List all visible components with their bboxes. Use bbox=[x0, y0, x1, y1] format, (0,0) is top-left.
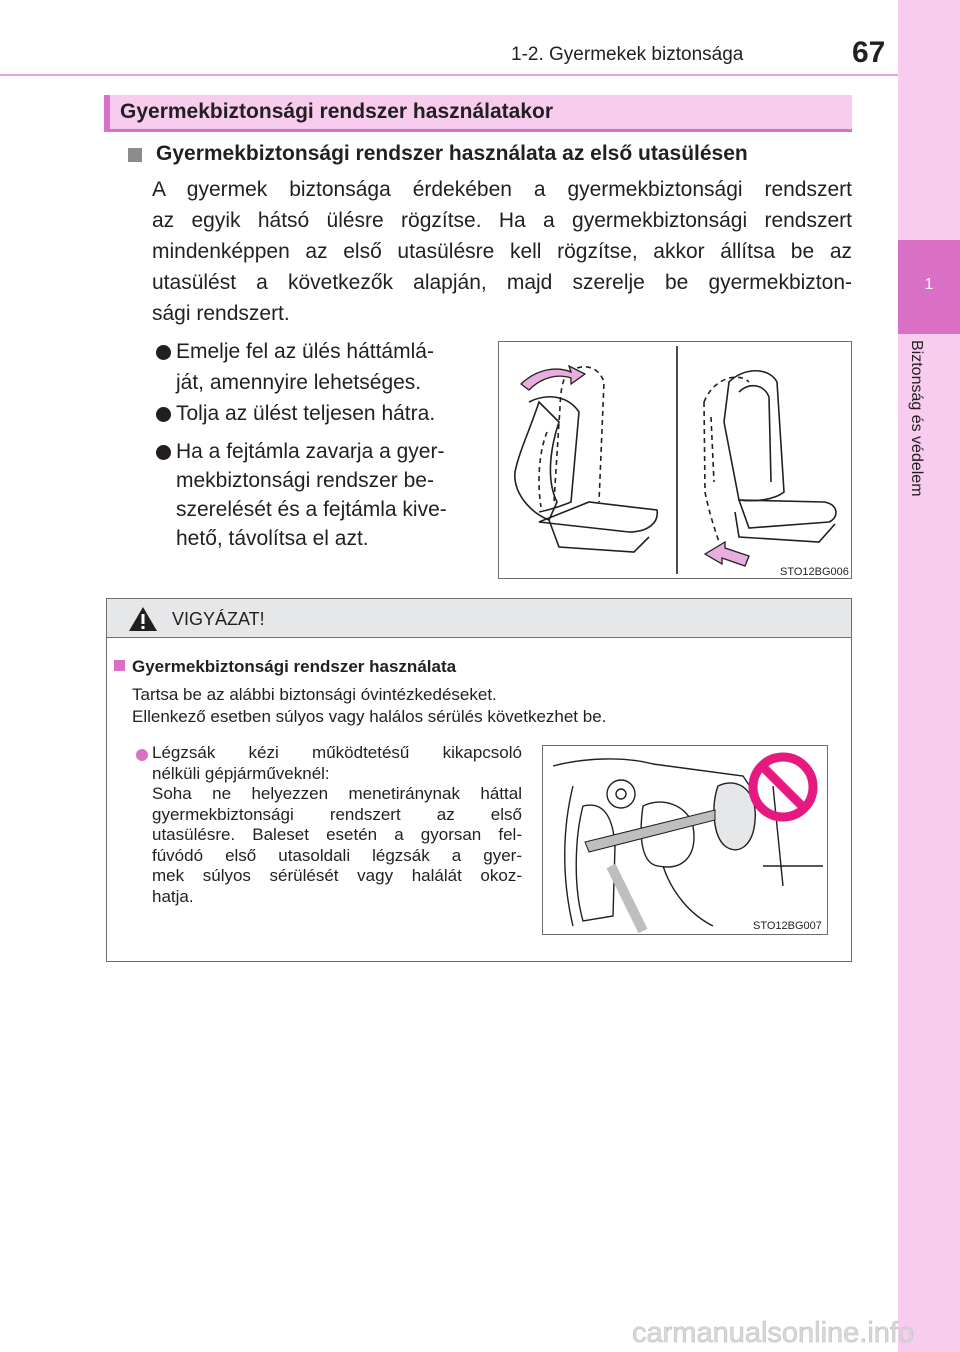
warning-subtitle: Gyermekbiztonsági rendszer használata bbox=[132, 657, 457, 676]
header-rule bbox=[0, 74, 898, 76]
warning-title: VIGYÁZAT! bbox=[172, 609, 265, 629]
svg-text:carmanualsonline.info: carmanualsonline.info bbox=[632, 1318, 915, 1348]
bullet-dot-icon bbox=[156, 345, 171, 360]
bullet-line: hető, távolítsa el azt. bbox=[176, 527, 369, 550]
warning-intro-line: Tartsa be az alábbi biztonsági óvintézkedéseket. bbox=[132, 685, 497, 704]
chapter-title-vertical bbox=[905, 340, 925, 560]
figure-code: STO12BG007 bbox=[753, 920, 822, 932]
warning-bullet-line: fúvódó első utasoldali légzsák a gyer- bbox=[152, 845, 522, 865]
paragraph-line: A gyermek biztonsága érdekében a gyermekbiztonsági rendszert bbox=[152, 178, 852, 201]
running-header: 1-2. Gyermekek biztonsága bbox=[511, 44, 744, 65]
warning-square-icon bbox=[114, 660, 125, 671]
warning-bullet-line: Soha ne helyezzen menetiránynak háttal bbox=[152, 784, 522, 803]
paragraph-line: az egyik hátsó ülésre rögzítse. Ha a gyermekbiztonsági rendszert bbox=[152, 209, 852, 232]
bullet-line: ját, amennyire lehetséges. bbox=[176, 371, 422, 394]
bullet-line: Tolja az ülést teljesen hátra. bbox=[176, 402, 436, 425]
watermark bbox=[628, 1318, 948, 1348]
section-title: Gyermekbiztonsági rendszer használatakor bbox=[120, 100, 553, 123]
warning-triangle-icon bbox=[128, 606, 158, 632]
subsection-title: Gyermekbiztonsági rendszer használata az első utasülésen bbox=[156, 142, 748, 165]
paragraph-line: utasülést a következők alapján, majd szerelje be gyermekbizton- bbox=[152, 271, 852, 294]
subsection-square-icon bbox=[128, 148, 142, 162]
seat-adjustment-figure bbox=[498, 341, 852, 579]
page-number: 67 bbox=[852, 36, 886, 69]
bullet-dot-icon bbox=[156, 445, 171, 460]
prohibition-icon bbox=[746, 750, 820, 824]
chapter-number: 1 bbox=[924, 276, 934, 293]
warning-bullet-text bbox=[152, 743, 522, 907]
warning-bullet-dot-icon bbox=[136, 749, 148, 761]
warning-bullet-line: utasülésre. Baleset esetén a gyorsan fel- bbox=[152, 825, 522, 844]
bullet-line: szerelését és a fejtámla kive- bbox=[176, 498, 447, 521]
bullet-dot-icon bbox=[156, 407, 171, 422]
bullet-line: mekbiztonsági rendszer be- bbox=[176, 469, 434, 492]
warning-bullet-line: gyermekbiztonsági rendszert az első bbox=[152, 804, 522, 824]
figure-code: STO12BG006 bbox=[780, 566, 849, 578]
paragraph-line: mindenképpen az első utasülésre kell rögzítse, akkor állítsa be az bbox=[152, 240, 852, 263]
warning-bullet-line: Légzsák kézi működtetésű kikapcsoló bbox=[152, 743, 522, 762]
warning-intro-line: Ellenkező esetben súlyos vagy halálos sérülés következhet be. bbox=[132, 707, 607, 726]
warning-bullet-line: hatja. bbox=[152, 886, 194, 906]
chapter-title: Biztonság és védelem bbox=[908, 340, 925, 497]
warning-bullet-line: mek súlyos sérülését vagy halálát okoz- bbox=[152, 866, 522, 885]
paragraph-line: sági rendszert. bbox=[152, 302, 290, 325]
chapter-side-tab bbox=[898, 0, 960, 1352]
warning-bullet-line: nélküli gépjárműveknél: bbox=[152, 763, 330, 783]
bullet-line: Emelje fel az ülés háttámlá- bbox=[176, 340, 434, 363]
seat-adjustment-illustration bbox=[499, 342, 851, 578]
subsection-paragraph bbox=[152, 174, 852, 329]
bullet-line: Ha a fejtámla zavarja a gyer- bbox=[176, 440, 445, 463]
